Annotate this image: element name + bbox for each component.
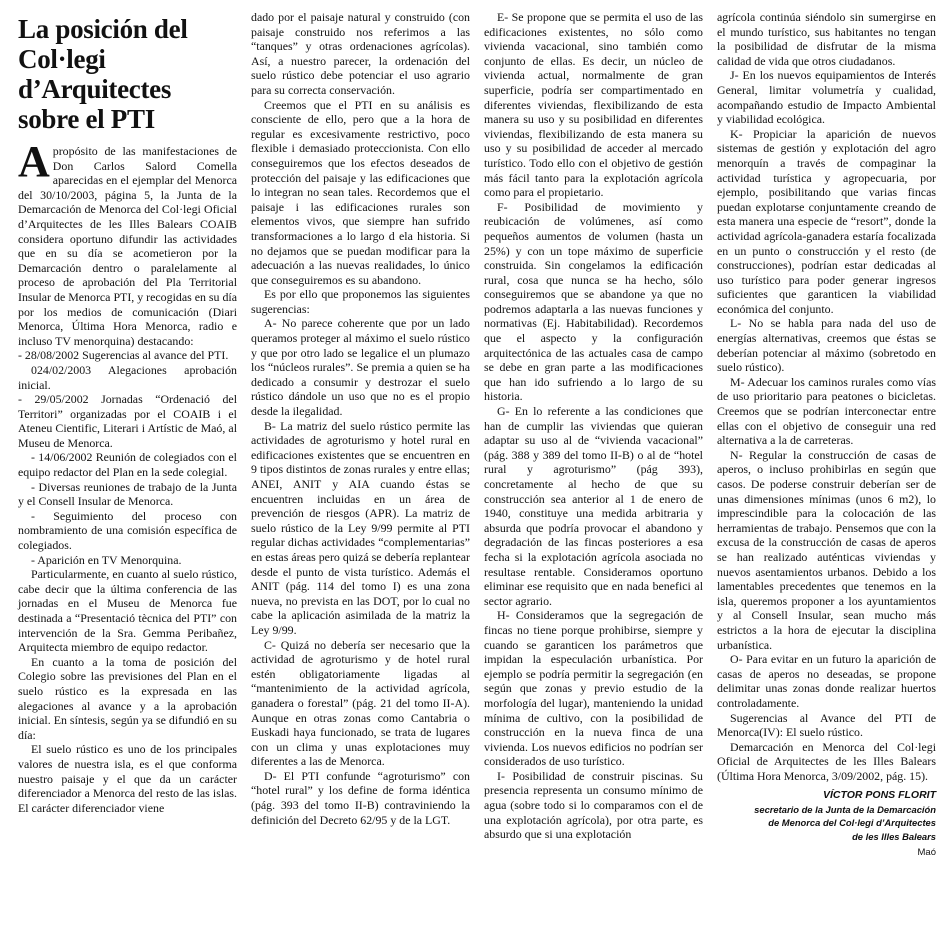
paragraph: - Aparición en TV Menorquina. <box>31 552 182 567</box>
paragraph: - 28/08/2002 Sugerencias al avance del PTI. <box>18 348 229 363</box>
author-role-line: de les Illes Balears <box>852 830 936 842</box>
paragraph: K- Propiciar la aparición de nuevos sistemas de gestión y explotación del agro menorquín a través de compaginar la actividad turística y agropecuaria, por ejemplo, posibilitando que varias fincas puedan explotarse conjuntamente creando de esta manera una especie de “resort”, donde la actividad agrícola-ganadera estaría focalizada en un punto o construcción y el resto (de construcciones), podrían estar dedicadas al uso turístico para poder generar ingresos suficientes que garanticen la viabilidad económica del conjunto. <box>717 126 936 316</box>
author-name: VÍCTOR PONS FLORIT <box>823 789 936 802</box>
headline-line: La posición del <box>18 14 188 44</box>
headline-line: d’Arquitectes <box>18 74 172 104</box>
column-1 <box>18 10 237 861</box>
column-3 <box>484 10 703 861</box>
headline <box>18 14 237 134</box>
paragraph: C- Quizá no debería ser necesario que la actividad de agroturismo y de hotel rural estén obligatoriamente ligadas al “mantenimiento de la actividad agrícola, ganadera o forestal” (pág. 21 del tomo II-A). Aunque en otras zonas como Cantabria o Euskadi haya funcionado, se trata de lugares con un clima y unas explotaciones muy diferentes a las de Menorca. <box>251 637 470 769</box>
paragraph: L- No se habla para nada del uso de energías alternativas, creemos que éstas se deberían potenciar al máximo (sobretodo en suelo rústico). <box>717 316 936 375</box>
paragraph: 024/02/2003 Alegaciones aprobación inicial. <box>18 362 237 392</box>
place-line: Maó <box>917 847 936 859</box>
paragraph: F- Posibilidad de movimiento y reubicación de volúmenes, así como pequeños aumentos de volumen (hasta un 25%) y con un tope máximo de superficie construida. Sin congelamos la edificación rural, cosa que nunca se ha hecho, sólo conseguiremos que se abandone ya que no podremos adaptarla a las nuevas funciones y normativas (Ej. Habitabilidad). Recordemos que el aspecto y la configuración arquitectónica de las actuales casa de campo se debe en gran parte a las modificaciones que han ido sufriendo a lo largo de su historia. <box>484 199 703 404</box>
author-role-line: secretario de la Junta de la Demarcación <box>754 803 936 815</box>
headline-line: Col·legi <box>18 44 106 74</box>
paragraph: dado por el paisaje natural y construido (con paisaje construido nos referimos a las “tanques” y otras ordenaciones agrícolas). Así, a nuestro parecer, la ordenación del suelo rústico debe potenciar el uso agrario para su correcta conservación. <box>251 10 470 97</box>
paragraph: J- En los nuevos equipamientos de Interés General, limitar volumetría y cualidad, acompañando estudio de Impacto Ambiental y viabilidad ecológica. <box>717 68 936 127</box>
column-2 <box>251 10 470 861</box>
paragraph: agrícola continúa siéndolo sin sumergirse en el mundo turístico, sus habitantes no tengan la posibilidad de disfrutar de la misma calidad de vida que otros ciudadanos. <box>717 10 936 68</box>
author-role-line: de Menorca del Col·legi d’Arquitectes <box>768 817 936 829</box>
paragraph: D- El PTI confunde “agroturismo” con “hotel rural” y los define de forma idéntica (pág. 393 del tomo II-B) contraviniendo la definición del Decreto 62/95 y de la LGT. <box>251 768 470 827</box>
paragraph: E- Se propone que se permita el uso de las edificaciones existentes, no sólo como vivienda vacacional, sino también como conjunto de ellas. Es decir, un núcleo de vivienda actual, normalmente de gran superficie, podría ser compartimentado en diferentes viviendas, flexibilizando de esta manera su uso y su posibilidad en diferentes viviendas, flexibilizando de esta manera su uso y su posibilidad de acceder al mercado turístico. Todo ello con el objetivo de gestión más fácil tanto para la explotación agrícola como para el propietario. <box>484 10 703 200</box>
paragraph: G- En lo referente a las condiciones que han de cumplir las viviendas que quieran adaptar su uso al de “vivienda vacacional” (pág. 388 y 389 del tomo II-B) o al de “hotel rural y agroturismo” (pág 393), concretamente al hecho de que su construcción sea anterior al 1 de enero de 1940, constituye una medida arbitraria y absurda que podría provocar el abandono y degradación de las fincas posteriores a esa fecha si la explotación agrícola asociada no resultase rentable. Consideramos oportuno eliminar ese requisito que en nada benefici al sector agrario. <box>484 404 703 608</box>
paragraph: Es por ello que proponemos las siguientes sugerencias: <box>251 287 470 316</box>
paragraph: H- Consideramos que la segregación de fincas no tiene porque prohibirse, siempre y cuando se garanticen los parámetros que impidan la especulación urbanística. Por ejemplo se podría permitir la segregación (en según que zonas y previo estudio de la morfología del lugar), manteniendo la unidad mínima de cultivo, con la posibilidad de construcción en la nueva finca de una vivienda. Los nuevos edificios no podrían ser considerados de uso turístico. <box>484 608 703 769</box>
paragraph: Sugerencias al Avance del PTI de Menorca(IV): El suelo rústico. <box>717 710 936 740</box>
paragraph: M- Adecuar los caminos rurales como vías de uso prioritario para peatones o bicicletas. Creemos que se podrían interconectar entre ellas con el objetivo de conseguir una red alternativa a la de carreteras. <box>717 374 936 448</box>
lead-paragraph: Apropósito de las manifestaciones de Don Carlos Salord Comella aparecidas en el ejemplar del Menorca del 30/10/2003, página 5, la Junta de la Demarcación de Menorca del Col·legi Oficial d’Arquitectes de les Illes Balears COAIB considera oportuno difundir las actividades que en su día se acometieron por la Demarcación dentro o paralelamente al proceso de aprobación del Pla Territorial Insular de Menorca PTI, y recogidas en su día por los medios de comunicación (Diari Menorca, Última Hora Menorca, radio e incluso TV menorquina) destacando: <box>18 137 237 348</box>
paragraph: - Seguimiento del proceso con nombramiento de una comisión específica de colegiados. <box>18 508 237 553</box>
paragraph: En cuanto a la toma de posición del Colegio sobre las previsiones del Plan en el suelo rústico es la expresada en las alegaciones al avance y a la aprobación inicial. En síntesis, según ya se difundió en su día: <box>18 654 237 742</box>
paragraph: I- Posibilidad de construir piscinas. Su presencia representa un consumo mínimo de agua (sobre todo si lo comparamos con el de una explotación agrícola), por otra parte, es absurdo que si una explotación <box>484 768 703 842</box>
article-columns <box>18 10 942 861</box>
paragraph: N- Regular la construcción de casas de aperos, o incluso prohibirlas en según que casos. De poderse construir deberían ser de unas dimensiones mínimas (unos 6 m2), lo imprescindible para la colocación de las herramientas de trabajo. Pensemos que con la excusa de la construcción de casas de aperos se han realizado auténticas viviendas y nuevos asentamientos urbanos. Debido a los lamentables precedentes que tenemos en la isla, queremos proponer a los ayuntamientos y al Consell Insular, sean mucho más estrictos a la hora de ejecutar la disciplina urbanística. <box>717 447 936 652</box>
paragraph: Particularmente, en cuanto al suelo rústico, cabe decir que la última conferencia de las jornadas en el Museu de Menorca fue destinada a “Presentació tècnica del PTI” con intervención de la Sra. Gemma Peribañez, Arquitecta miembro de equipo redactor. <box>18 567 237 655</box>
paragraph: Creemos que el PTI en su análisis es consciente de ello, pero que a la hora de regular es excesivamente restrictivo, poco flexible i demasiado proteccionista. Con ello conseguiremos que los efectos deseados de protección del paisaje y las edificaciones que lo integran no sean tales. Recordemos que el paisaje i las edificaciones rurales son elementos vivos, que siempre han sufrido transformaciones a lo largo d ela historia. Si no dejamos que se puedan modificar para la adecuación a las nuevas realidades, lo único que conseguiremos es su abandono. <box>251 97 470 287</box>
column-4 <box>717 10 936 861</box>
headline-line: sobre el PTI <box>18 104 155 134</box>
paragraph: O- Para evitar en un futuro la aparición de casas de aperos no deseadas, se propone delimitar unas zonas donde realizar huertos controladamente. <box>717 652 936 710</box>
paragraph: - Diversas reuniones de trabajo de la Junta y el Consell Insular de Menorca. <box>18 479 237 509</box>
paragraph: El suelo rústico es uno de los principales valores de nuestra isla, es el que conforma nuestro paisaje y el que da un carácter diferenciador a Menorca del resto de las islas. El carácter diferenciador viene <box>18 742 237 815</box>
signature-block <box>717 789 936 843</box>
paragraph: - 14/06/2002 Reunión de colegiados con el equipo redactor del Plan en la sede colegial. <box>18 450 237 480</box>
paragraph: A- No parece coherente que por un lado queramos proteger al máximo el suelo rústico y que por otro lado se legalice el un plumazo los “núcleos rurales”. Se premia a quien se ha dedicado a consumir y destrozar el suelo rústico dándole un uso que no es el propio desde la ilegalidad. <box>251 316 470 419</box>
paragraph: Demarcación en Menorca del Col·legi Oficial de Arquitectes de les Illes Balears (Última Hora Menorca, 3/09/2002, pág. 15). <box>717 739 936 783</box>
paragraph: B- La matriz del suelo rústico permite las actividades de agroturismo y hotel rural en edificaciones existentes que se encuentren en 9 tipos distintos de zonas rurales y entre ellas; ANEI, ANIT y AIA cuando éstas se encuentren incluidas en un área de prevención de riesgos (APR). La matriz de suelo rústico de la Ley 9/99 permite al PTI regular dichas actividades “complementarias” en estas áreas pero quizá se debería replantear desde el punto de vista turístico. Además el ANIT (pág. 114 del tomo I) es una zona nueva, no prevista en las DOT, por lo cual no cabe la aplicación asimilada de la matriz la Ley 9/99. <box>251 418 470 637</box>
paragraph: - 29/05/2002 Jornadas “Ordenació del Territori” organizadas por el COAIB i el Ateneu Cientific, Literari i Artístic de Maó, al Museu de Menorca. <box>18 392 237 450</box>
